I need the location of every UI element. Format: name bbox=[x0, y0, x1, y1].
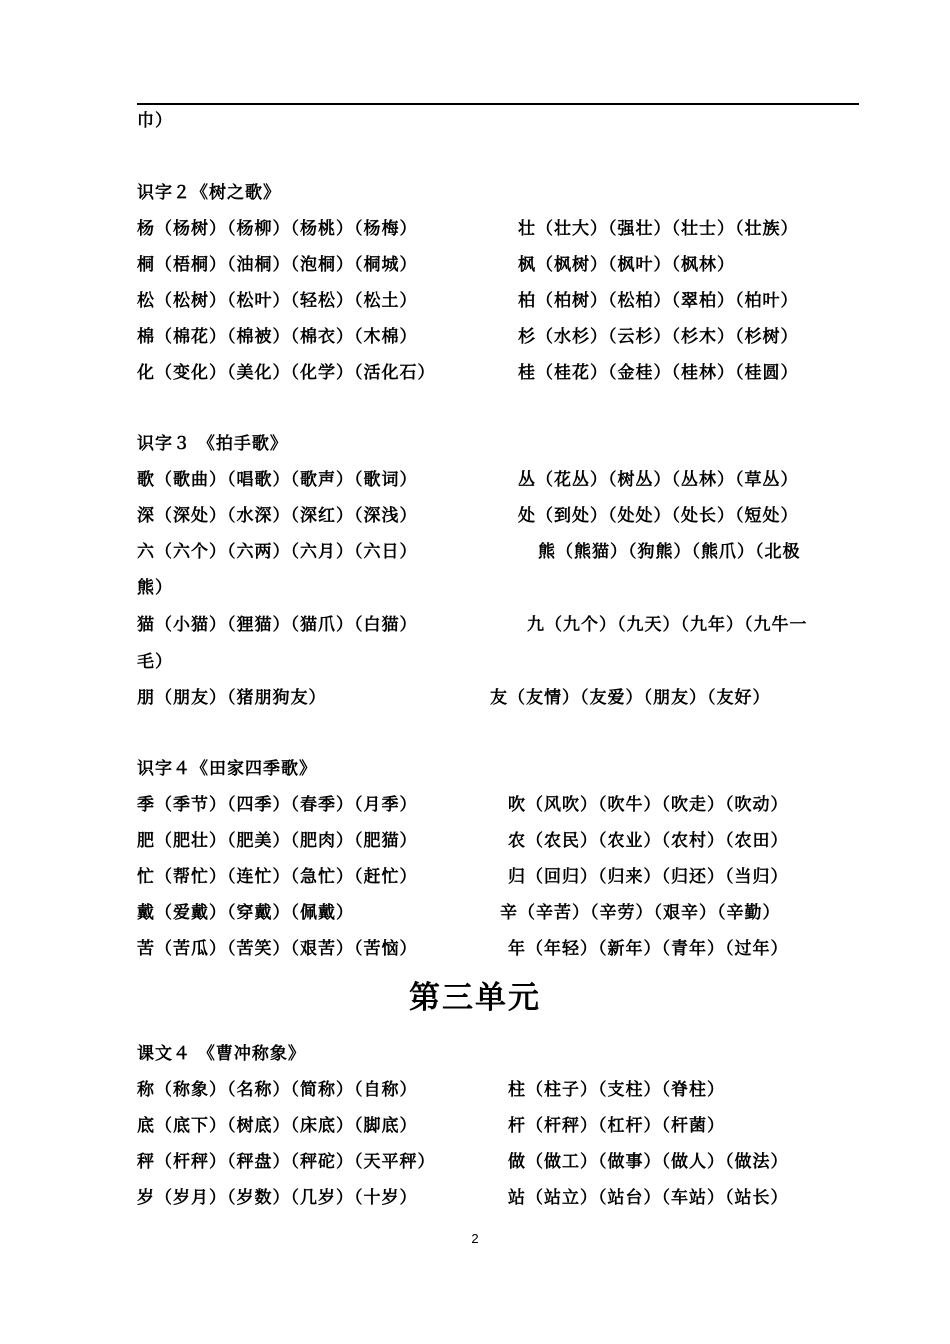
word-row-right: 做（做工）（做事）（做人）（做法） bbox=[508, 1152, 789, 1172]
word-row-right: 辛（辛苦）（辛劳）（艰辛）（辛勤） bbox=[500, 903, 781, 923]
word-row-right: 站（站立）（站台）（车站）（站长） bbox=[508, 1188, 789, 1208]
word-row-right: 柱（柱子）（支柱）（脊柱） bbox=[508, 1080, 725, 1100]
word-row-right: 农（农民）（农业）（农村）（农田） bbox=[508, 831, 789, 851]
word-row-left: 称（称象）（名称）（简称）（自称） bbox=[137, 1080, 418, 1100]
word-row-left: 肥（肥壮）（肥美）（肥肉）（肥猫） bbox=[137, 831, 418, 851]
word-row-right: 枫（枫树）（枫叶）（枫林） bbox=[518, 255, 735, 275]
word-row-right: 壮（壮大）（强壮）（壮士）（壮族） bbox=[518, 219, 799, 239]
word-row-right: 丛（花丛）（树丛）（丛林）（草丛） bbox=[518, 470, 799, 490]
word-row-right: 柏（柏树）（松柏）（翠柏）（柏叶） bbox=[518, 291, 799, 311]
word-row-left: 忙（帮忙）（连忙）（急忙）（赶忙） bbox=[137, 867, 418, 887]
word-row-right: 桂（桂花）（金桂）（桂林）（桂圆） bbox=[518, 363, 799, 383]
word-row-left: 戴（爱戴）（穿戴）（佩戴） bbox=[137, 903, 354, 923]
word-row-left: 棉（棉花）（棉被）（棉衣）（木棉） bbox=[137, 327, 418, 347]
lesson-heading-caochongchengxiang: 课文４ 《曹冲称象》 bbox=[137, 1044, 306, 1064]
section-heading-paishouge: 识字３ 《拍手歌》 bbox=[137, 434, 288, 454]
word-row-left: 底（底下）（树底）（床底）（脚底） bbox=[137, 1116, 418, 1136]
word-row-right: 友（友情）（友爱）（朋友）（友好） bbox=[490, 688, 771, 708]
word-row-left: 秤（杆秤）（秤盘）（秤砣）（天平秤） bbox=[137, 1152, 436, 1172]
word-row-left: 桐（梧桐）（油桐）（泡桐）（桐城） bbox=[137, 255, 418, 275]
section-heading-shuzhige: 识字２《树之歌》 bbox=[137, 183, 281, 203]
word-row-right: 杆（杆秤）（杠杆）（杆菌） bbox=[508, 1116, 725, 1136]
word-row-right: 九（九个）（九天）（九年）（九牛一 bbox=[527, 615, 808, 635]
word-row-left: 深（深处）（水深）（深红）（深浅） bbox=[137, 506, 418, 526]
continuation-text: 巾） bbox=[137, 111, 173, 131]
word-row-right: 杉（水杉）（云杉）（杉木）（杉树） bbox=[518, 327, 799, 347]
word-row-right: 熊（熊猫）（狗熊）（熊爪）（北极 bbox=[538, 542, 801, 562]
word-row-right: 归（回归）（归来）（归还）（当归） bbox=[508, 867, 789, 887]
word-row-left: 六（六个）（六两）（六月）（六日） bbox=[137, 542, 418, 562]
word-row-wrap: 熊） bbox=[137, 578, 173, 598]
word-row-left: 猫（小猫）（狸猫）（猫爪）（白猫） bbox=[137, 615, 418, 635]
word-row-left: 季（季节）（四季）（春季）（月季） bbox=[137, 795, 418, 815]
word-row-right: 处（到处）（处处）（处长）（短处） bbox=[518, 506, 799, 526]
word-row-left: 苦（苦瓜）（苦笑）（艰苦）（苦恼） bbox=[137, 939, 418, 959]
word-row-left: 歌（歌曲）（唱歌）（歌声）（歌词） bbox=[137, 470, 418, 490]
section-heading-tianjiasijige: 识字４《田家四季歌》 bbox=[137, 759, 317, 779]
word-row-left: 化（变化）（美化）（化学）（活化石） bbox=[137, 363, 436, 383]
header-rule bbox=[137, 103, 859, 105]
word-row-right: 年（年轻）（新年）（青年）（过年） bbox=[508, 939, 789, 959]
page-number: 2 bbox=[471, 1231, 479, 1246]
word-row-left: 朋（朋友）（猪朋狗友） bbox=[137, 688, 327, 708]
word-row-right: 吹（风吹）（吹牛）（吹走）（吹动） bbox=[508, 795, 789, 815]
word-row-left: 岁（岁月）（岁数）（几岁）（十岁） bbox=[137, 1188, 418, 1208]
word-row-left: 松（松树）（松叶）（轻松）（松土） bbox=[137, 291, 418, 311]
word-row-wrap: 毛） bbox=[137, 652, 173, 672]
word-row-left: 杨（杨树）（杨柳）（杨桃）（杨梅） bbox=[137, 219, 418, 239]
unit-title: 第三单元 bbox=[409, 980, 541, 1016]
